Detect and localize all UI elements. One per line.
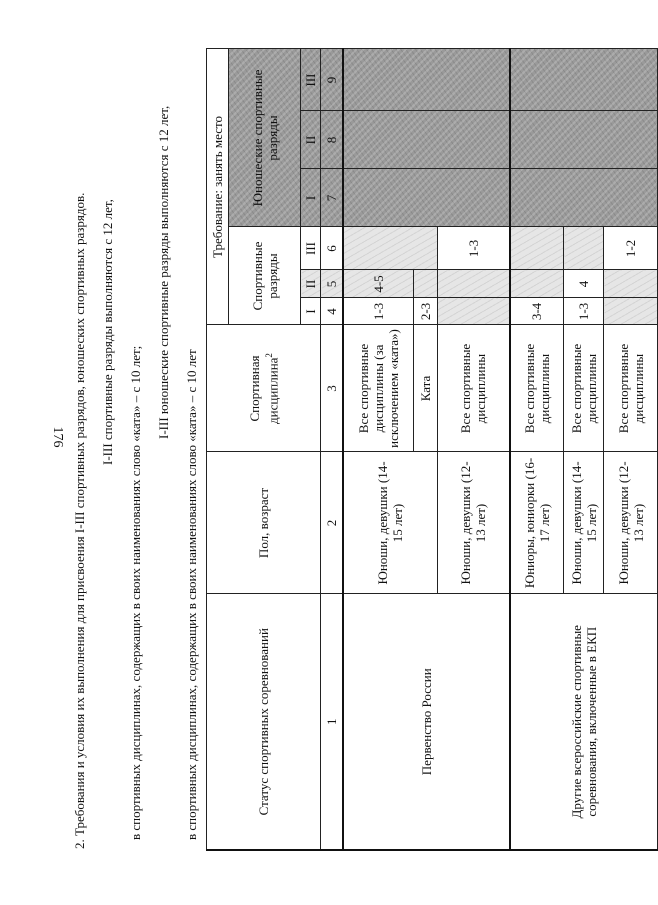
discipline-cell: Все спортивные дисциплины [564,325,604,452]
header-youth-ranks: Юношеские спортивные разряды [229,49,301,227]
header-status: Статус спортивных соревнований [207,594,321,850]
col-number: 7 [321,169,343,227]
col-number: 5 [321,270,343,298]
value-cell: 1-3 [343,298,414,325]
age-cell: Юноши, девушки (12-13 лет) [604,452,658,594]
age-cell: Юноши, девушки (14-15 лет) [564,452,604,594]
note-line-3: I-III юношеские спортивные разряды выполняются с 12 лет, [156,105,171,439]
value-cell [510,227,564,270]
note-line-4: в спортивных дисциплинах, содержащих в своих наименованиях слово «ката» – с 10 лет [184,349,199,840]
value-cell [438,298,510,325]
value-cell [510,49,658,111]
col-number: 1 [321,594,343,850]
value-cell: 2-3 [414,298,438,325]
status-cell: Первенство России [343,594,510,850]
age-cell: Юниоры, юниорки (16-17 лет) [510,452,564,594]
requirements-table [206,48,658,851]
col-number: 8 [321,111,343,169]
value-cell: 4 [564,270,604,298]
value-cell: 4-5 [343,270,414,298]
value-cell [343,227,438,270]
discipline-cell: Все спортивные дисциплины [510,325,564,452]
col-number: 3 [321,325,343,452]
value-cell [510,111,658,169]
header-rank-i: I [301,298,321,325]
header-sex-age: Пол, возраст [207,452,321,594]
value-cell [343,111,510,169]
discipline-cell: Все спортивные дисциплины [438,325,510,452]
col-number: 6 [321,227,343,270]
value-cell [604,298,658,325]
value-cell [414,270,438,298]
value-cell: 1-3 [438,227,510,270]
col-number: 9 [321,49,343,111]
section-heading: 2. Требования и условия их выполнения для присвоения I-III спортивных разрядов, юношеских спортивных разрядов. [72,192,87,849]
value-cell [343,49,510,111]
value-cell: 1-2 [604,227,658,270]
discipline-cell: Все спортивные дисциплины [604,325,658,452]
header-youth-rank-i: I [301,169,321,227]
discipline-cell: Все спортивные дисциплины (за исключением «ката») [343,325,414,452]
value-cell [604,270,658,298]
age-cell: Юноши, девушки (12-13 лет) [438,452,510,594]
header-youth-rank-ii: II [301,111,321,169]
value-cell [510,270,564,298]
value-cell [510,169,658,227]
page-number: 176 [50,426,65,448]
value-cell [564,227,604,270]
col-number: 4 [321,298,343,325]
header-rank-iii: III [301,227,321,270]
discipline-cell: Ката [414,325,438,452]
col-number: 2 [321,452,343,594]
note-line-2: в спортивных дисциплинах, содержащих в своих наименованиях слово «ката» – с 10 лет; [128,345,143,840]
header-youth-rank-iii: III [301,49,321,111]
age-cell: Юноши, девушки (14-15 лет) [343,452,438,594]
value-cell [343,169,510,227]
value-cell: 3-4 [510,298,564,325]
header-sport-ranks: Спортивные разряды [229,227,301,325]
status-cell: Другие всероссийские спортивные соревнования, включенные в ЕКП [510,594,658,850]
header-discipline: Спортивная дисциплина$^2$ [207,325,321,452]
value-cell [438,270,510,298]
note-line-1: I-III спортивные разряды выполняются с 12 лет, [100,199,115,465]
header-requirement: Требование: занять место [207,49,229,325]
header-rank-ii: II [301,270,321,298]
value-cell: 1-3 [564,298,604,325]
